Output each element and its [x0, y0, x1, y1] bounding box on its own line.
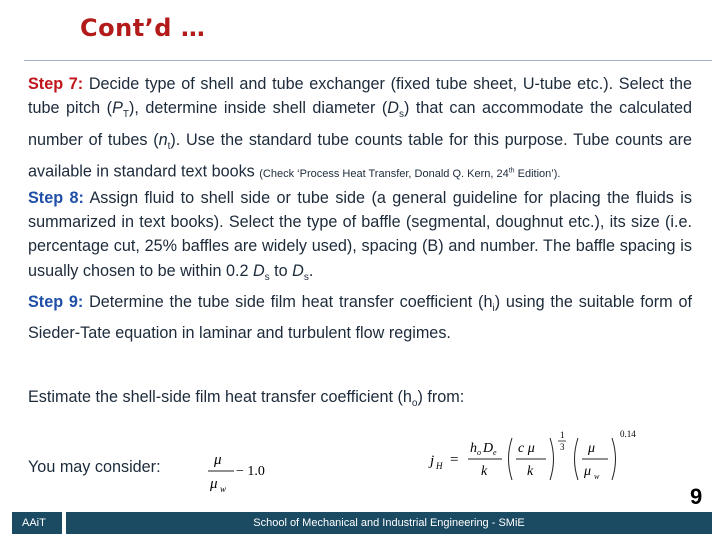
- footer-institution: AAiT: [12, 512, 62, 534]
- step-8-text-b: to: [269, 261, 293, 280]
- estimate-text-b: ) from:: [417, 388, 465, 406]
- eq2-exp1-num: 1: [560, 430, 565, 440]
- eq1-rhs: − 1.0: [236, 464, 265, 479]
- eq2-frac3-num: μ: [588, 441, 596, 456]
- ds-subscript-1: s: [264, 271, 270, 283]
- step-8-text-c: .: [308, 261, 314, 280]
- eq2-paren2-left: [575, 438, 579, 480]
- pitch-subscript: T: [122, 109, 129, 121]
- step-9-paragraph: [28, 290, 692, 346]
- eq2-frac3-den-sub: w: [594, 472, 600, 481]
- step-9-text-a: Determine the tube side film heat transfer coefficient (h: [83, 292, 493, 311]
- slide-title: Cont’d …: [80, 14, 206, 42]
- eq2-paren1-right: [550, 438, 554, 480]
- eq2-exp1-den: 3: [560, 442, 565, 452]
- eq2-jh: j: [430, 453, 435, 469]
- title-divider: [24, 60, 712, 61]
- viscosity-ratio-equation: [204, 448, 284, 498]
- eq1-denominator-sub: w: [220, 484, 227, 494]
- ds-symbol-2: D: [292, 261, 304, 280]
- estimate-text-a: Estimate the shell-side film heat transfer coefficient (h: [28, 388, 412, 406]
- step-7-label: Step 7:: [28, 75, 84, 93]
- step-7-paragraph: [28, 72, 692, 186]
- step-9-label: Step 9:: [28, 292, 84, 311]
- kern-reference-text: (Check ‘Process Heat Transfer, Donald Q. Kern, 24: [259, 167, 509, 180]
- eq2-paren2-right: [612, 438, 616, 480]
- shell-diameter-symbol: D: [387, 99, 399, 118]
- step-8-paragraph: [28, 186, 692, 290]
- tube-count-subscript: t: [167, 140, 171, 152]
- step-7-text-c: ) that can accommodate the calculated number of tubes (: [28, 99, 692, 149]
- eq1-denominator: μ: [210, 476, 218, 492]
- kern-reference-sup: th: [508, 167, 515, 175]
- eq2-frac1-h-sub: o: [477, 448, 481, 457]
- eq2-frac1-d: D: [483, 441, 494, 456]
- step-7-text-a: Decide type of shell and tube exchanger (fixed tube sheet, U-tube etc.). Select the tube pitch (: [28, 75, 692, 118]
- estimate-line: [28, 388, 464, 409]
- eq2-exp2: 0.14: [620, 429, 636, 439]
- footer-bar: [12, 512, 712, 534]
- page-number: 9: [690, 484, 703, 509]
- kern-reference: [259, 168, 560, 180]
- step-7-text-d: ). Use the standard tube counts table for this purpose. Tube counts are available in standard text books: [28, 130, 692, 181]
- shell-diameter-subscript: s: [398, 109, 404, 121]
- ds-subscript-2: s: [303, 271, 309, 283]
- step-7-text-b: ), determine inside shell diameter (: [129, 99, 388, 118]
- eq1-numerator: μ: [214, 452, 222, 468]
- step-8-label: Step 8:: [28, 188, 84, 207]
- tube-count-symbol: n: [158, 130, 168, 149]
- eq2-jh-sub: H: [436, 461, 443, 471]
- eq2-frac1-h: h: [470, 441, 477, 456]
- pitch-symbol: P: [112, 99, 123, 118]
- eq2-frac2-den: k: [527, 464, 534, 479]
- slide-body: [28, 72, 692, 346]
- ds-symbol-1: D: [252, 261, 265, 280]
- colburn-j-factor-equation: [428, 428, 658, 490]
- hi-subscript: i: [492, 303, 495, 315]
- ho-subscript: o: [411, 398, 418, 410]
- consider-label: You may consider:: [28, 458, 161, 476]
- kern-reference-end: Edition’).: [514, 167, 561, 180]
- eq2-frac2-num: c μ: [518, 441, 535, 456]
- eq2-frac1-d-sub: e: [493, 448, 497, 457]
- step-9-text-b: ) using the suitable form of Sieder-Tate equation in laminar and turbulent flow regimes.: [28, 292, 692, 343]
- eq2-frac3-den: μ: [584, 464, 592, 479]
- footer-school: School of Mechanical and Industrial Engineering - SMiE: [66, 512, 712, 534]
- eq2-equals: =: [450, 452, 459, 468]
- eq2-frac1-den: k: [481, 464, 488, 479]
- step-8-text-a: Assign fluid to shell side or tube side (a general guideline for placing the fluids is summarized in text books). Select the type of baffle (segmental, doughnut etc.), its size (i.e. percentage cut, 25% baffles are widely used), spacing (B) and number. The baffle spacing is usually chosen to be within 0.2: [28, 188, 692, 280]
- eq2-paren1-left: [509, 438, 513, 480]
